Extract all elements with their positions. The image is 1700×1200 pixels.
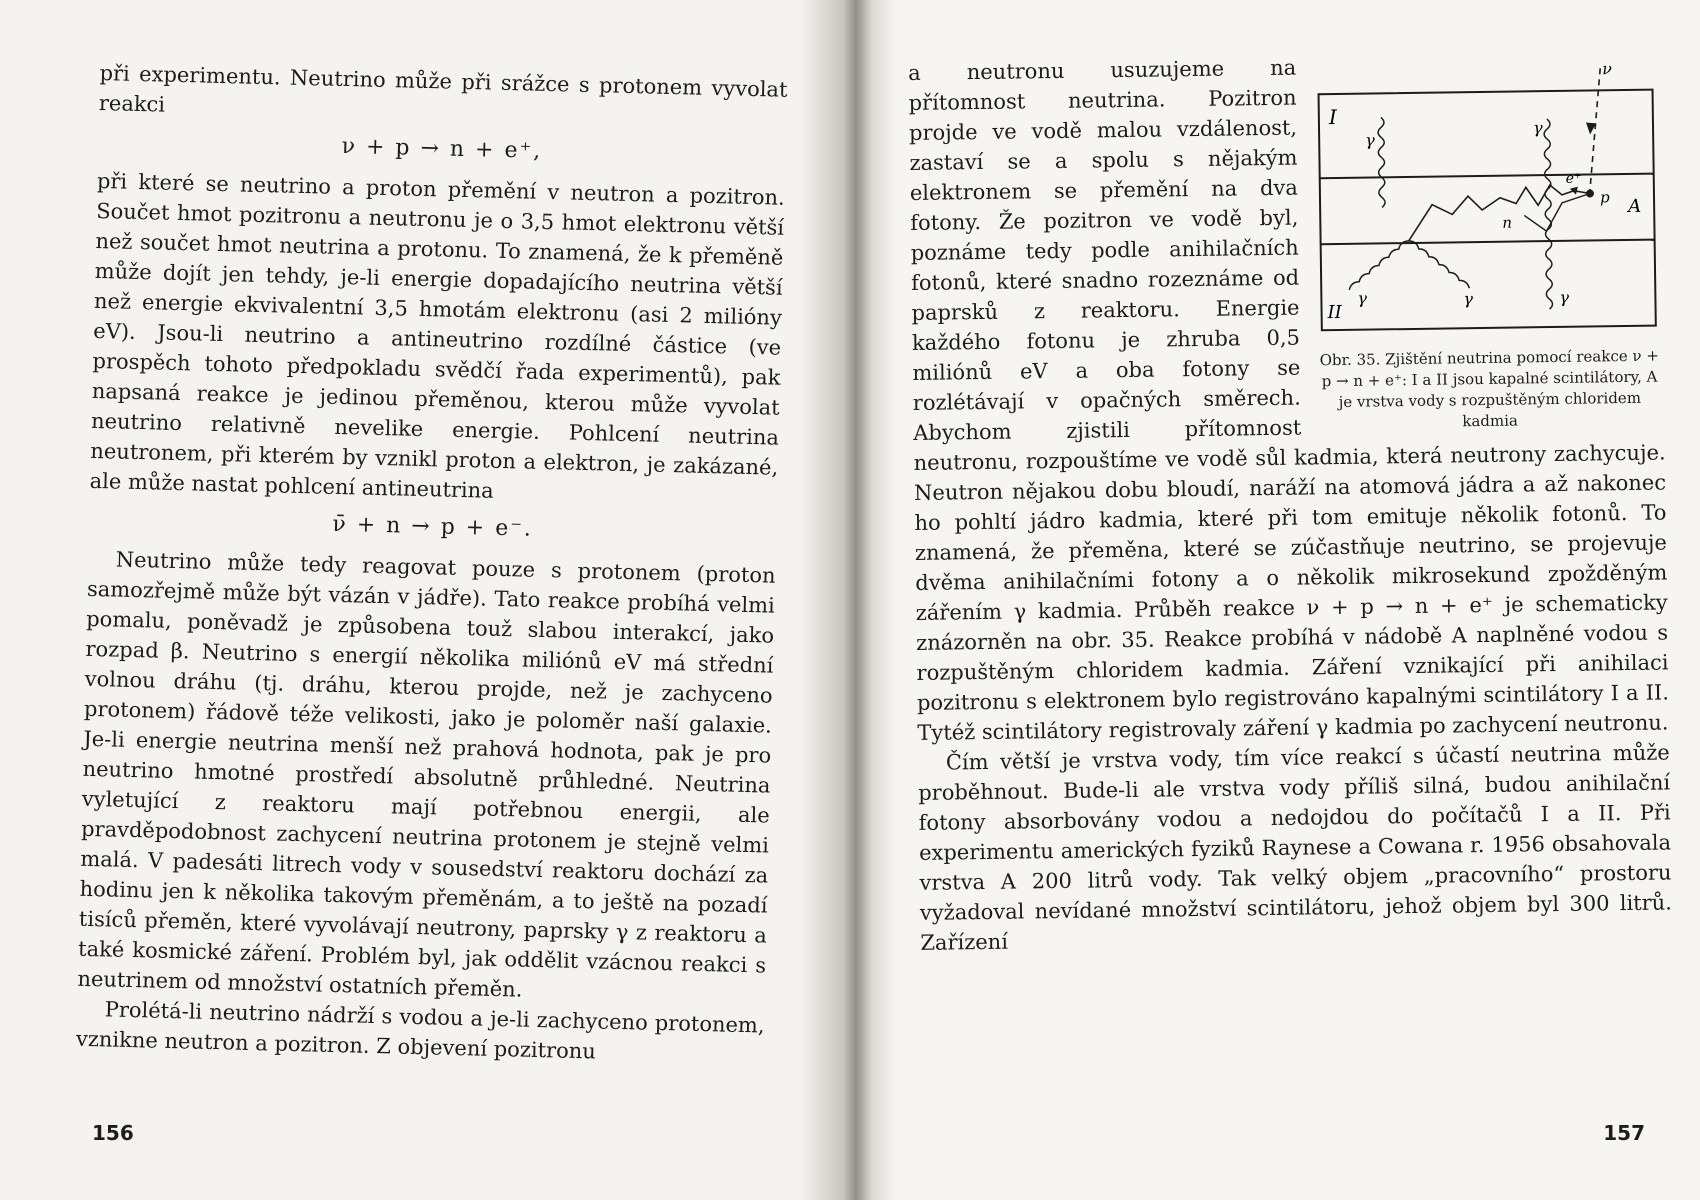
label-gamma-5: γ: [1559, 287, 1570, 307]
gamma-wave-top-left: [1378, 117, 1385, 207]
gamma-wave-bottom-left: [1349, 241, 1410, 290]
figure-35: [1310, 61, 1665, 434]
label-II: II: [1327, 301, 1342, 324]
right-page: [848, 0, 1700, 1200]
divider-bottom: [1321, 240, 1655, 245]
formula-neutrino-proton: ν + p → n + e⁺,: [341, 133, 543, 164]
label-I: I: [1328, 105, 1337, 130]
label-eplus: e⁺: [1565, 170, 1582, 187]
label-nu: ν: [1602, 61, 1613, 79]
page-number-right: 157: [1603, 1121, 1645, 1145]
gamma-wave-bottom-mid: [1409, 240, 1470, 289]
detector-diagram: [1310, 61, 1664, 336]
figure-caption: Obr. 35. Zjištění neutrina pomocí reakce ν + p → n + e⁺: I a II jsou kapalné scintilátory, A je vrstva vody s rozpuštěným chloridem kadmia: [1319, 346, 1659, 431]
page-number-left: 156: [92, 1121, 134, 1145]
label-gamma-3: γ: [1357, 288, 1368, 308]
gamma-wave-right: [1544, 119, 1553, 309]
positron-track: [1408, 184, 1591, 241]
left-page-text: [76, 58, 788, 1071]
right-page-text: [908, 48, 1672, 958]
label-gamma-2: γ: [1532, 118, 1543, 138]
left-paragraph-2: při které se neutrino a proton přemění v neutron a pozitron. Součet hmot pozitronu a neutronu je o 3,5 hmot elektronu větší než součet hmot neutrina a protonu. To znamená, že k přeměně může dojít jen tehdy, je-li energie dopadajícího neutrina větší než energie ekvivalentní 3,5 hmotám elektronu (asi 2 milióny eV). Jsou-li neutrino a antineutrino rozdílné částice (ve prospěch tohoto předpokladu svědčí řada experimentů), pak napsaná reakce je jedinou přeměnou, kterou může vyvolat neutrino relativně nevelike energie. Pohlcení neutrina neutronem, při kterém by vznikl proton a elektron, je zakázané, ale může nastat pohlcení antineutrina: [89, 168, 786, 503]
formula-antineutrino-neutron: ν̄ + n → p + e⁻.: [332, 511, 534, 542]
right-paragraph-2: Čím větší je vrstva vody, tím více reakcí s účastí neutrina může proběhnout. Bude-li ale vrstva vody příliš silná, budou anihilační fotony absorbovány vodou a nedojdou do počítačů I a II. Při experimentu amerických fyziků Raynese a Cowana r. 1956 obsahovala vrstva A 200 litrů vody. Tak velký objem „pracovního“ prostoru vyžadoval nevídané množství scintilátoru, jehož objem byl 300 litrů. Zařízení: [918, 740, 1673, 955]
label-A: A: [1627, 195, 1642, 217]
positron-arrow-icon: [1570, 187, 1578, 195]
left-paragraph-1: při experimentu. Neutrino může při srážce s protonem vyvolat reakci: [98, 60, 788, 117]
left-paragraph-4: Prolétá-li neutrino nádrží s vodou a je-li zachyceno protonem, vznikne neutron a pozitron. Z objevení pozitronu: [75, 997, 765, 1064]
detector-outline: [1319, 90, 1656, 331]
label-p: p: [1599, 188, 1610, 207]
left-paragraph-3: Neutrino může tedy reagovat pouze s protonem (proton samozřejmě může být vázán v jádře). Tato reakce probíhá velmi pomalu, poněvadž je způsobena touž slabou interakcí, jako rozpad β. Neutrino s energií několika miliónů eV má střední volnou dráhu (tj. dráhu, kterou projde, než je zachyceno protonem) řádově téže velikosti, jako je poloměr naší galaxie. Je-li energie neutrina menší než prahová hodnota, pak je pro neutrino hmotné prostředí absolutně průhledné. Neutrina vyletující z reaktoru mají potřebnou energii, ale pravděpodobnost zachycení neutrina protonem je stejně velmi malá. V padesáti litrech vody v sousedství reaktoru dochází za hodinu jen k několika takovým přeměnám, a to ještě na pozadí tisíců přeměn, které vyvolávají neutrony, paprsky γ z reaktoru a také kosmické záření. Problém byl, jak oddělit vzácnou reakci s neutrinem od množství ostatních přeměn.: [77, 547, 776, 1002]
left-page: [0, 0, 848, 1200]
right-paragraph-1: a neutronu usuzujeme na přítomnost neutrina. Pozitron projde ve vodě malou vzdálenost, zastaví se a spolu s nějakým elektronem se přemění na dva fotony. Že pozitron ve vodě byl, poznáme tedy podle anihilačních fotonů, které snadno rozeznáme od paprsků z reaktoru. Energie každého fotonu je zhruba 0,5 miliónů eV a oba fotony se rozlétávají v opačných směrech. Abychom zjistili přítomnost neutronu, rozpouštíme ve vodě sůl kadmia, která neutrony zachycuje. Neutron nějakou dobu bloudí, naráží na atomová jádra a až nakonec ho pohltí jádro kadmia, které při tom emituje několik fotonů. To znamená, že přeměna, které se zúčastňuje neutrino, se projevuje dvěma anihilačními fotony a o několik mikrosekund zpožděným zářením γ kadmia. Průběh reakce ν + p → n + e⁺ je schematicky znázorněn na obr. 35. Reakce probíhá v nádobě A naplněné vodou s rozpuštěným chloridem kadmia. Záření vznikající při anihilaci pozitronu s elektronem bylo registrováno kapalnými scintilátory I a II. Tytéž scintilátory registrovaly záření γ kadmia po zachycení neutronu.: [908, 55, 1670, 745]
label-gamma-4: γ: [1463, 289, 1474, 309]
label-n: n: [1502, 213, 1513, 232]
divider-top: [1320, 174, 1654, 179]
label-gamma-1: γ: [1365, 130, 1375, 150]
